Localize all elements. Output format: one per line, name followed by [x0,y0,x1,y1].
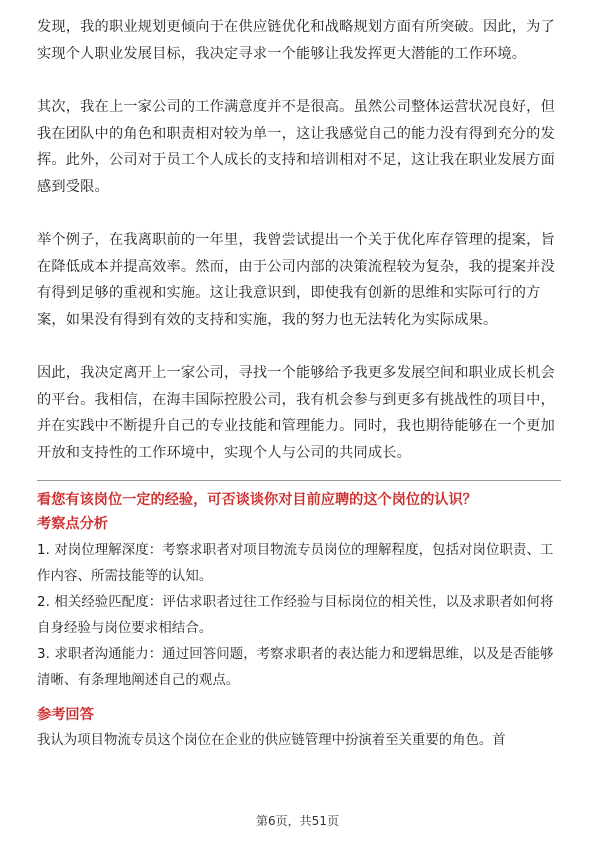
document-body [37,14,561,753]
paragraph-3: 举个例子，在我离职前的一年里，我曾尝试提出一个关于优化库存管理的提案，旨在降低成本并提高效率。然而，由于公司内部的决策流程较为复杂，我的提案并没有得到足够的重视和实施。这让我意识到，即使我有创新的思维和实际可行的方案，如果没有得到有效的支持和实施，我的努力也无法转化为实际成果。 [37,232,555,328]
interview-question: 看您有该岗位一定的经验，可否谈谈你对目前应聘的这个岗位的认识？ [37,492,477,508]
page-number: 第6页，共51页 [256,814,339,828]
reference-title: 参考回答 [37,707,94,723]
paragraph-1: 发现，我的职业规划更倾向于在供应链优化和战略规划方面有所突破。因此，为了实现个人职业发展目标，我决定寻求一个能够让我发挥更大潜能的工作环境。 [37,19,555,62]
analysis-title: 考察点分析 [37,516,108,532]
analysis-item-3: 3. 求职者沟通能力：通过回答问题，考察求职者的表达能力和逻辑思维，以及是否能够清晰、有条理地阐述自己的观点。 [37,647,554,688]
analysis-item-2: 2. 相关经验匹配度：评估求职者过往工作经验与目标岗位的相关性，以及求职者如何将自身经验与岗位要求相结合。 [37,595,554,636]
analysis-list [37,538,561,694]
section-divider [37,480,561,481]
reference-answer: 我认为项目物流专员这个岗位在企业的供应链管理中扮演着至关重要的角色。首 [37,733,506,748]
analysis-item-1: 1. 对岗位理解深度：考察求职者对项目物流专员岗位的理解程度，包括对岗位职责、工作内容、所需技能等的认知。 [37,543,554,584]
paragraph-2: 其次，我在上一家公司的工作满意度并不是很高。虽然公司整体运营状况良好，但我在团队中的角色和职责相对较为单一，这让我感觉自己的能力没有得到充分的发挥。此外，公司对于员工个人成长的支持和培训相对不足，这让我在职业发展方面感到受限。 [37,99,555,195]
paragraph-4: 因此，我决定离开上一家公司，寻找一个能够给予我更多发展空间和职业成长机会的平台。我相信，在海丰国际控股公司，我有机会参与到更多有挑战性的项目中，并在实践中不断提升自己的专业技能和管理能力。同时，我也期待能够在一个更加开放和支持性的工作环境中，实现个人与公司的共同成长。 [37,365,555,461]
